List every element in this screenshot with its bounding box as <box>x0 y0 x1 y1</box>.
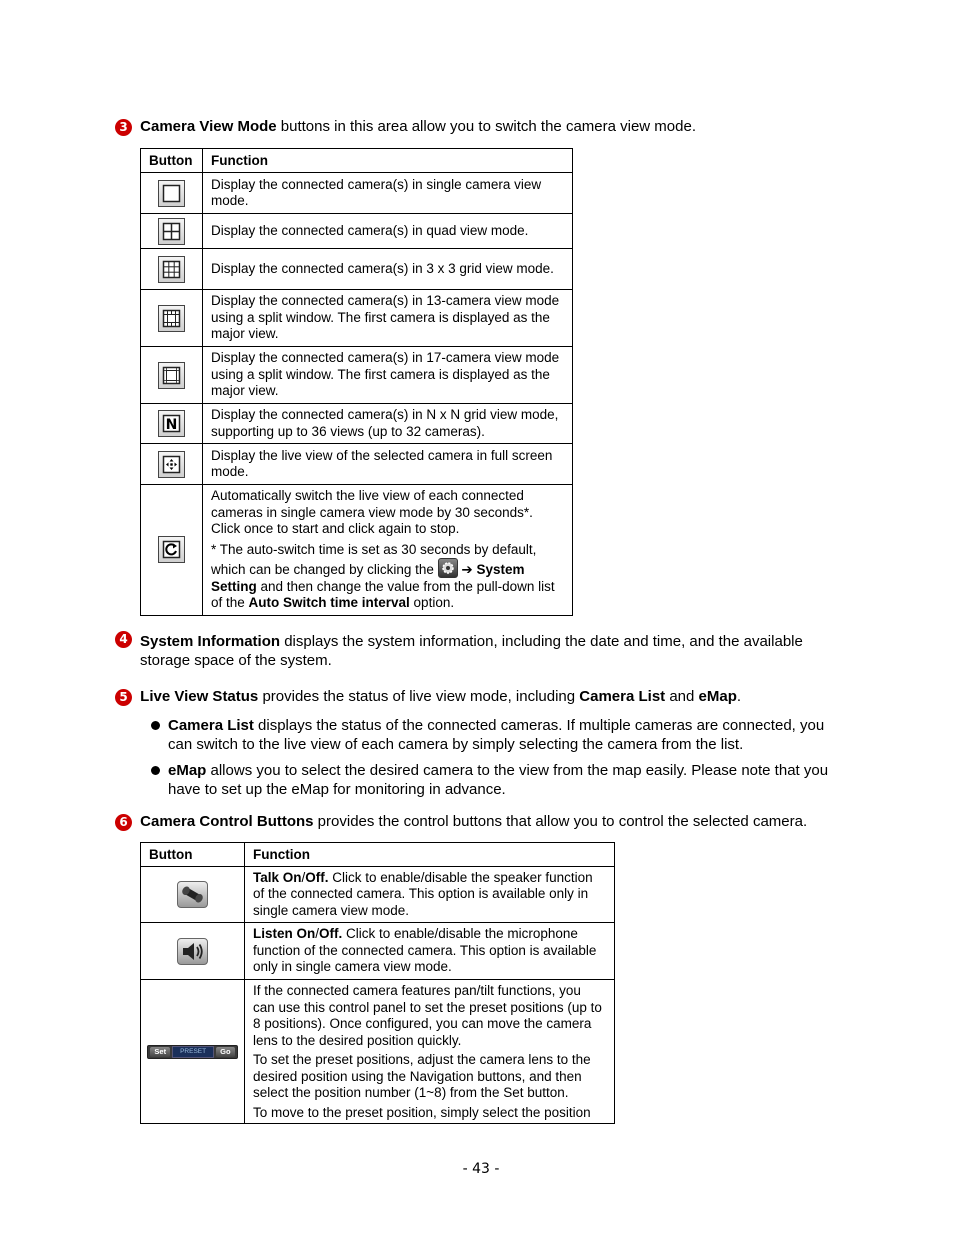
fullscreen-icon[interactable] <box>158 451 185 478</box>
column-header-button: Button <box>141 149 203 173</box>
preset-go-button[interactable]: Go <box>216 1047 234 1057</box>
section-text: buttons in this area allow you to switch the camera view mode. <box>276 118 696 135</box>
section-number-badge: 3 <box>115 119 132 136</box>
autoswitch-note: * The auto-switch time is set as 30 seconds by default, which can be changed by clicking the ➔ System Setting and then change the value from the pull-down list of the Auto Switch time interval option. <box>210 541 555 610</box>
preset-description: If the connected camera features pan/tilt functions, you can use this control panel to set the preset positions (up to 8 positions). Once configured, you can move the camera lens to the desired position quickly. <box>252 983 602 1048</box>
row-function-text: Display the connected camera(s) in 3 x 3 grid view mode. <box>202 249 572 290</box>
preset-select[interactable]: PRESET <box>172 1046 214 1058</box>
section-number-badge: 5 <box>115 689 132 706</box>
section-6-heading <box>115 812 855 831</box>
table-row <box>141 923 615 980</box>
preset-go-instructions: To move to the preset position, simply select the position <box>252 1104 591 1120</box>
section-title: Camera Control Buttons <box>140 813 314 830</box>
auto-switch-icon[interactable] <box>158 536 185 563</box>
quad-view-icon[interactable] <box>158 218 185 245</box>
list-item: eMap allows you to select the desired camera to the view from the map easily. Please note that you have to set up the eMap for monitoring in advance. <box>150 761 840 799</box>
table-row <box>141 347 573 404</box>
section-number-badge: 4 <box>115 631 132 648</box>
arrow-right-icon: ➔ <box>461 562 473 577</box>
section-4-heading <box>115 632 845 670</box>
column-header-button: Button <box>141 843 245 867</box>
column-header-function: Function <box>202 149 572 173</box>
preset-set-button[interactable]: Set <box>150 1047 170 1057</box>
preset-set-instructions: To set the preset positions, adjust the camera lens to the desired position using the Navigation buttons, and then select the position number (1~8) from the Set button. <box>252 1052 591 1100</box>
page-number: - 43 - <box>462 1161 500 1177</box>
camera-control-table <box>140 842 615 1124</box>
table-row <box>141 485 573 616</box>
section-title: System Information <box>140 633 281 650</box>
listen-description: Listen On/Off. Click to enable/disable the microphone function of the connected camera. This option is available only in single camera view mode. <box>244 923 614 980</box>
gear-icon <box>438 558 458 578</box>
autoswitch-description: Automatically switch the live view of each connected cameras in single camera view mode by 30 seconds*. Click once to start and click again to stop. <box>210 488 533 536</box>
single-view-icon[interactable] <box>158 180 185 207</box>
table-row <box>141 249 573 290</box>
section-text: provides the control buttons that allow you to control the selected camera. <box>313 813 808 830</box>
bullet-icon <box>151 766 160 775</box>
talk-icon[interactable] <box>177 881 208 908</box>
preset-control-panel <box>147 1045 237 1059</box>
row-function-text: Display the connected camera(s) in N x N grid view mode, supporting up to 36 views (up to 32 cameras). <box>202 404 572 444</box>
camera-view-mode-table <box>140 148 573 616</box>
table-header-row <box>141 149 573 173</box>
bullet-icon <box>151 721 160 730</box>
table-row <box>141 404 573 444</box>
row-function-text: Display the live view of the selected camera in full screen mode. <box>202 444 572 485</box>
split-13-icon[interactable] <box>158 305 185 332</box>
section-title: Live View Status <box>140 688 259 705</box>
nxn-grid-icon[interactable] <box>158 410 185 437</box>
section-5-heading: 5 Live View Status provides the status of live view mode, including Camera List and eMap. <box>115 687 845 706</box>
talk-description: Talk On/Off. Click to enable/disable the speaker function of the connected camera. This option is available only in single camera view mode. <box>244 867 614 923</box>
section-title: Camera View Mode <box>140 118 277 135</box>
section-3-heading <box>115 117 855 136</box>
split-17-icon[interactable] <box>158 362 185 389</box>
table-row <box>141 980 615 1124</box>
row-function-text: Display the connected camera(s) in single camera view mode. <box>202 173 572 214</box>
speaker-icon[interactable] <box>177 938 208 965</box>
table-row <box>141 444 573 485</box>
table-row <box>141 214 573 249</box>
section-text: displays the system information, including the date and time, and the available storage space of the system. <box>140 633 803 669</box>
table-row <box>141 867 615 923</box>
table-header-row <box>141 843 615 867</box>
svg-text:N: N <box>165 417 178 433</box>
row-function-text: Display the connected camera(s) in quad view mode. <box>202 214 572 249</box>
grid-3x3-icon[interactable] <box>158 256 185 283</box>
column-header-function: Function <box>244 843 614 867</box>
table-row <box>141 173 573 214</box>
list-item: Camera List displays the status of the connected cameras. If multiple cameras are connected, you can switch to the live view of each camera by simply selecting the camera from the list. <box>150 716 840 754</box>
section-number-badge: 6 <box>115 814 132 831</box>
table-row <box>141 290 573 347</box>
row-function-text: Display the connected camera(s) in 13-camera view mode using a split window. The first camera is displayed as the major view. <box>202 290 572 347</box>
row-function-text: Display the connected camera(s) in 17-camera view mode using a split window. The first camera is displayed as the major view. <box>202 347 572 404</box>
